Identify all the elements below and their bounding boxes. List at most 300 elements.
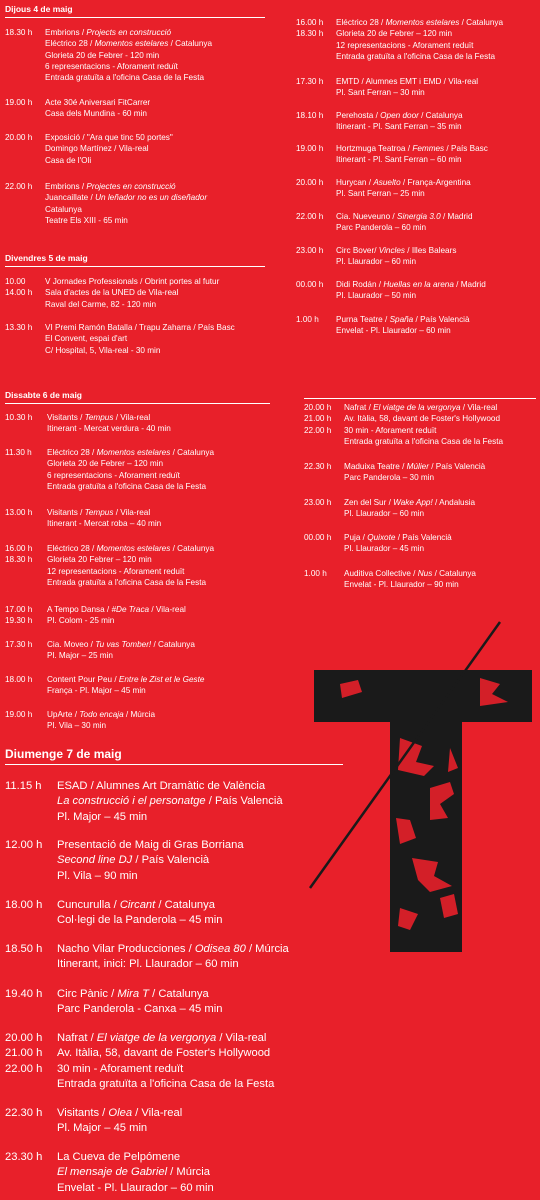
event-time-value: 19.00 h: [5, 98, 33, 107]
event-time-value: 19.00 h: [296, 144, 324, 153]
event-line: [45, 155, 173, 166]
event-text: França - Pl. Major – 45 min: [47, 686, 146, 696]
event-time: [5, 898, 57, 913]
event-time-value: 22.00 h: [5, 1062, 43, 1075]
event-text: Eléctrico 28 /: [47, 448, 97, 457]
event-text: / Vila-real: [113, 413, 151, 422]
event-line: [336, 222, 473, 233]
event-time: [5, 838, 57, 853]
event-title-italic: Entre le Zist et le Geste: [118, 675, 205, 684]
event-time-value: 23.00 h: [296, 246, 324, 255]
event-line: [336, 325, 470, 336]
event-title-italic: #De Traca: [111, 605, 150, 614]
day-heading-friday: Divendres 5 de maig: [5, 253, 265, 267]
event-time: [296, 279, 336, 290]
event: [296, 17, 503, 62]
event-line: [344, 413, 503, 424]
event-text: Pl. Sant Ferran – 25 min: [336, 189, 425, 199]
event-text: Nacho Vilar Producciones /: [57, 943, 195, 955]
event-time: [304, 461, 342, 472]
event-line: [47, 543, 214, 554]
event-title-italic: Vincles: [378, 246, 406, 255]
event-text: Presentació de Maig di Gras Borriana: [57, 839, 244, 851]
event-title-italic: Momentos estelares: [94, 39, 169, 49]
event-line: [47, 447, 214, 458]
event-line: [336, 87, 478, 98]
event-line: [336, 188, 471, 199]
event-line: [45, 97, 150, 108]
event-title-italic: Quixote: [367, 533, 396, 542]
event-time-value: 20.00 h: [5, 1032, 43, 1044]
event: [296, 177, 471, 200]
event: [5, 507, 161, 530]
event-text: Zen del Sur /: [344, 498, 394, 507]
event-text: Parc Panderola – 60 min: [336, 223, 427, 233]
event-time: [5, 447, 45, 458]
event-time-value: 17.30 h: [296, 77, 324, 86]
event-text: / Catalunya: [432, 569, 476, 578]
event-time: [296, 110, 336, 121]
event: [296, 143, 488, 166]
event-line: [344, 436, 503, 447]
event-text: Pl. Llaurador – 60 min: [344, 509, 425, 519]
event: [5, 322, 235, 356]
event-time-value: 1.00 h: [296, 315, 319, 324]
event-time-value: 18.30 h: [5, 28, 33, 37]
event-time-value: 18.50 h: [5, 943, 43, 955]
letter-t-artwork-icon: [300, 618, 540, 956]
event-text: Exposició / "Ara que tinc 50 portes": [45, 133, 173, 142]
event-text: Nafrat /: [57, 1032, 97, 1044]
event-line: [45, 204, 207, 215]
event-time-value: 23.00 h: [304, 498, 332, 507]
event: [5, 987, 222, 1018]
event-text: Itinerant, inici: Pl. Llaurador – 60 min: [57, 958, 239, 971]
event-text: / Catalunya: [459, 18, 504, 27]
event-text: / Andalusia: [432, 498, 476, 507]
event-line: [336, 121, 463, 132]
event-title-italic: Momentos estelares: [96, 448, 171, 457]
event-text: / Vila-real: [132, 1107, 183, 1119]
event-title-italic: Spaña: [389, 315, 414, 324]
event-line: [336, 290, 486, 301]
event-text: V Jornades Professionals / Obrint portes al futur: [45, 277, 220, 286]
event-time: [5, 1150, 57, 1165]
event-line: [57, 1165, 214, 1180]
event-text: Hortzmuga Teatroa /: [336, 144, 413, 153]
event-line: [57, 853, 244, 868]
event-time: [5, 132, 45, 143]
event-line: [57, 794, 283, 809]
event-text: Domingo Martínez / Vila-real: [45, 144, 149, 154]
event-time: [5, 1106, 57, 1121]
event-title-italic: El viatge de la vergonya: [96, 1032, 217, 1044]
event-time-value: 19.40 h: [5, 988, 43, 1000]
event-line: [57, 1062, 274, 1077]
event-time-value: 18.30 h: [5, 555, 33, 565]
event-line: [57, 838, 244, 853]
event: [5, 1031, 274, 1093]
event-text: Glorieta 20 de Febrer - 120 min: [45, 50, 160, 60]
event-text: ESAD / Alumnes Art Dramàtic de València: [57, 780, 266, 792]
event-text: Hurycan /: [336, 178, 374, 187]
event-text: UpArte /: [47, 710, 80, 719]
event-title-italic: Asuelto: [373, 178, 401, 187]
event-text: Circ Bover/: [336, 246, 379, 255]
event-text: / País Valencià: [132, 854, 210, 867]
event-time-value: 10.30 h: [5, 413, 33, 422]
event-line: [45, 287, 219, 298]
event-title-italic: Múlier: [406, 462, 429, 471]
event-line: [344, 497, 475, 508]
event-title-italic: Second line DJ: [57, 854, 133, 867]
event-text: 6 representacions - Aforament reduït: [45, 61, 178, 71]
event-line: [47, 685, 204, 696]
event-time: [5, 27, 45, 38]
event-text: Pl. Llaurador – 45 min: [344, 544, 425, 554]
event-time-value: 10.00: [5, 277, 26, 286]
event-line: [336, 40, 503, 51]
event-time-value: 00.00 h: [304, 533, 332, 542]
event-line: [45, 345, 235, 356]
event-title-italic: Huellas en la arena: [383, 280, 454, 289]
event-line: [344, 543, 452, 554]
event: [296, 211, 473, 234]
event-text: Pl. Colom - 25 min: [47, 616, 115, 626]
event-line: [344, 472, 485, 483]
event-title-italic: Open door: [380, 111, 419, 120]
event-title-italic: La construcció i el personatge: [57, 795, 206, 808]
event-line: [45, 50, 212, 61]
event-text: Entrada gratuïta a l'oficina Casa de la Festa: [336, 51, 496, 61]
event-time: [5, 674, 45, 685]
event-text: Entrada gratuïta a l'oficina Casa de la Festa: [45, 73, 205, 83]
event-time-value: 19.30 h: [5, 616, 33, 626]
event-text: A Tempo Dansa /: [47, 605, 112, 614]
event: [5, 276, 219, 310]
event-text: / Catalunya: [168, 39, 213, 49]
event-text: Glorieta 20 de Febrer – 120 min: [336, 29, 453, 39]
event-time-value: 13.00 h: [5, 508, 33, 517]
event-line: [47, 470, 214, 481]
event-line: [47, 650, 195, 661]
event-line: [47, 577, 214, 588]
event-time: [296, 177, 336, 188]
event-time-value: 22.30 h: [5, 1107, 43, 1119]
event: [5, 412, 171, 435]
event: [5, 639, 195, 662]
event-text: / Madrid: [440, 212, 473, 221]
event-time-value: 19.00 h: [5, 710, 33, 719]
event-text: Pl. Llaurador – 60 min: [336, 257, 417, 267]
event-line: [45, 132, 173, 143]
event: [5, 942, 289, 973]
event-time: [296, 245, 336, 256]
event-text: Entrada gratuïta a l'oficina Casa de la Festa: [47, 577, 207, 587]
event-title-italic: Tempus: [84, 413, 114, 422]
event-time: [5, 181, 45, 192]
event-text: C/ Hospital, 5, Vila-real - 30 min: [45, 345, 161, 355]
event-text: Casa de l'Oli: [45, 155, 92, 165]
event-text: Envelat - Pl. Llaurador – 60 min: [57, 1181, 214, 1194]
event-text: Cuncurulla /: [57, 899, 120, 911]
event-text: Circ Pànic /: [57, 988, 118, 1000]
event-line: [57, 1150, 214, 1165]
event: [304, 568, 476, 591]
event-line: [45, 333, 235, 344]
event-time-value: 17.30 h: [5, 640, 33, 649]
event-text: Juancaillate /: [45, 193, 96, 203]
event-text: VI Premi Ramón Batalla / Trapu Zaharra / País Basc: [45, 323, 235, 332]
event-line: [336, 177, 471, 188]
event-time: [5, 543, 45, 566]
event-time-value: 18.10 h: [296, 111, 324, 120]
event-time-value: 21.00 h: [304, 414, 332, 424]
event-text: Didi Rodán /: [336, 280, 384, 289]
event: [5, 543, 214, 588]
event-time: [5, 97, 45, 108]
event-text: Embrions /: [45, 182, 87, 191]
event-line: [344, 461, 485, 472]
event-time: [296, 76, 336, 87]
event-time-value: 13.30 h: [5, 323, 33, 332]
event-line: [336, 245, 456, 256]
event-line: [47, 518, 161, 529]
event-line: [336, 256, 456, 267]
event-text: Pl. Major – 25 min: [47, 651, 113, 661]
event-time-value: 22.30 h: [304, 462, 332, 471]
event-line: [57, 913, 222, 928]
event-line: [344, 579, 476, 590]
event-line: [344, 532, 452, 543]
event-line: [344, 508, 475, 519]
event: [5, 838, 244, 884]
event-line: [336, 17, 503, 28]
event-time-value: 12.00 h: [5, 839, 43, 851]
event-text: Teatre Els XIII - 65 min: [45, 215, 128, 225]
event-time-value: 22.00 h: [296, 212, 324, 221]
event-text: Col·legi de la Panderola – 45 min: [57, 914, 223, 927]
event-line: [336, 143, 488, 154]
event-text: / França-Argentina: [400, 178, 471, 187]
event-time: [5, 507, 45, 518]
event-line: [344, 425, 503, 436]
event-text: Itinerant - Pl. Sant Ferran – 35 min: [336, 122, 462, 132]
event-text: Parc Panderola - Canxa – 45 min: [57, 1003, 223, 1016]
event-text: 12 representacions - Aforament reduït: [336, 40, 474, 50]
event-text: / País Valencià: [413, 315, 470, 324]
event-text: Acte 30é Aniversari FitCarrer: [45, 98, 151, 107]
event-line: [344, 568, 476, 579]
event-line: [57, 942, 289, 957]
event-time-value: 00.00 h: [296, 280, 324, 289]
event: [5, 1150, 214, 1196]
event-text: / Catalunya: [155, 899, 215, 911]
event-line: [57, 1077, 274, 1092]
event-line: [45, 143, 173, 154]
day-divider-right: [304, 398, 536, 399]
event-text: / Vila-real: [149, 605, 186, 614]
event-line: [45, 38, 212, 49]
event-text: Glorieta 20 de Febrer – 120 min: [47, 459, 164, 469]
event-time: [5, 322, 45, 333]
event: [296, 110, 463, 133]
event-line: [336, 51, 503, 62]
event-line: [47, 604, 186, 615]
event-line: [47, 709, 155, 720]
event-time: [5, 1031, 43, 1077]
event-line: [336, 110, 463, 121]
event-time-value: 17.00 h: [5, 605, 33, 614]
event-text: Itinerant - Mercat roba – 40 min: [47, 519, 162, 529]
event-text: Visitants /: [47, 508, 85, 517]
event: [5, 604, 186, 627]
event: [5, 898, 222, 929]
event-text: / Vila-real: [113, 508, 151, 517]
event: [304, 461, 485, 484]
event-text: / País Basc: [444, 144, 488, 153]
event-line: [45, 61, 212, 72]
event-line: [57, 987, 222, 1002]
event-text: Purna Teatre /: [336, 315, 390, 324]
event-title-italic: Tempus: [84, 508, 114, 517]
event: [304, 402, 503, 447]
event-text: / Vila-real: [216, 1032, 267, 1044]
event-text: Raval del Carme, 82 - 120 min: [45, 299, 157, 309]
event-time-value: 11.30 h: [5, 448, 32, 457]
event-title-italic: Tu vas Tomber!: [95, 640, 152, 649]
event-time-value: 1.00 h: [304, 569, 327, 578]
event-text: Pl. Vila – 30 min: [47, 721, 107, 731]
event-time: [304, 532, 342, 543]
event: [296, 245, 456, 268]
event-text: Pl. Vila – 90 min: [57, 869, 138, 882]
event-title-italic: Femmes: [412, 144, 445, 153]
event-text: Maduixa Teatre /: [344, 462, 407, 471]
event-title-italic: Olea: [108, 1107, 133, 1119]
event-line: [336, 314, 470, 325]
event-time-value: 18.00 h: [5, 675, 33, 684]
event-line: [47, 423, 171, 434]
event-line: [344, 402, 503, 413]
event-time-value: 20.00 h: [304, 403, 332, 412]
day-heading-sunday: Diumenge 7 de maig: [5, 747, 343, 765]
event-text: Pl. Major – 45 min: [57, 1122, 148, 1135]
event-text: 30 min - Aforament reduït: [57, 1062, 184, 1075]
event-text: Itinerant - Pl. Sant Ferran – 60 min: [336, 155, 462, 165]
event-text: / País Valencià: [428, 462, 486, 471]
event-text: Entrada gratuïta a l'oficina Casa de la Festa: [47, 481, 207, 491]
event-text: Itinerant - Mercat verdura - 40 min: [47, 424, 171, 434]
event-time-value: 21.00 h: [5, 1047, 43, 1060]
event-title-italic: Odisea 80: [194, 943, 246, 955]
event-time-value: 11.15 h: [5, 780, 42, 792]
event-line: [45, 27, 212, 38]
event-time: [5, 639, 45, 650]
event-title-italic: Momentos estelares: [385, 18, 460, 27]
event-line: [57, 1046, 274, 1061]
event-text: Sala d'actes de la UNED de Vila-real: [45, 288, 179, 298]
event-time: [304, 497, 342, 508]
event: [5, 97, 150, 120]
event-text: Visitants /: [47, 413, 85, 422]
event-title-italic: Momentos estelares: [96, 544, 171, 553]
event-text: Parc Panderola – 30 min: [344, 473, 435, 483]
event-line: [45, 299, 219, 310]
event-text: Av. Itàlia, 58, davant de Foster's Hollywood: [57, 1047, 271, 1060]
event-line: [57, 779, 283, 794]
event-time-value: 14.00 h: [5, 288, 33, 298]
event-title-italic: Circant: [119, 899, 156, 911]
event-title-italic: Nus: [417, 569, 433, 578]
event: [5, 181, 207, 226]
event-line: [45, 322, 235, 333]
event-time-value: 23.30 h: [5, 1151, 43, 1163]
event-text: Visitants /: [57, 1107, 109, 1119]
event-text: Content Pour Peu /: [47, 675, 119, 684]
event-time-value: 20.00 h: [296, 178, 324, 187]
event-time: [5, 987, 57, 1002]
event-time-value: 22.00 h: [304, 425, 332, 435]
event-time: [296, 314, 336, 325]
event: [5, 674, 204, 697]
event-time: [304, 402, 342, 436]
event-line: [45, 108, 150, 119]
event: [5, 709, 155, 732]
event-line: [57, 1106, 182, 1121]
event: [296, 314, 470, 337]
event-time-value: 22.00 h: [5, 182, 33, 191]
event-text: Eléctrico 28 /: [45, 39, 95, 49]
event-text: / Múrcia: [245, 943, 289, 955]
event-text: Entrada gratuïta a l'oficina Casa de la Festa: [344, 436, 504, 446]
event-text: / Múrcia: [167, 1166, 210, 1179]
event-text: Perehosta /: [336, 111, 381, 120]
event-time-value: 20.00 h: [5, 133, 33, 142]
event-line: [57, 810, 283, 825]
event-time-value: 18.30 h: [296, 29, 324, 39]
event-title-italic: Projects en construcció: [86, 28, 172, 37]
event-text: Envelat - Pl. Llaurador – 60 min: [336, 326, 451, 336]
event-title-italic: Projectes en construcció: [86, 182, 176, 191]
event-text: Pl. Major – 45 min: [57, 810, 148, 823]
event-line: [45, 215, 207, 226]
event-line: [57, 1181, 214, 1196]
event-text: / Illes Balears: [405, 246, 457, 255]
event-title-italic: Un leñador no es un diseñador: [95, 193, 208, 203]
event-line: [336, 76, 478, 87]
event-text: 12 representacions - Aforament reduït: [47, 566, 185, 576]
event-text: / País Valencià: [205, 795, 283, 808]
event: [5, 779, 283, 825]
event-text: 30 min - Aforament reduït: [344, 425, 437, 435]
event-text: Nafrat /: [344, 403, 374, 412]
event-text: Av. Itàlia, 58, davant de Foster's Hollywood: [344, 414, 500, 424]
event-text: Entrada gratuïta a l'oficina Casa de la Festa: [57, 1078, 275, 1091]
event: [296, 279, 486, 302]
event: [5, 1106, 182, 1137]
event: [304, 532, 452, 555]
event-line: [47, 615, 186, 626]
event-text: / Catalunya: [149, 988, 209, 1000]
event-time: [296, 143, 336, 154]
event-text: Catalunya: [45, 204, 82, 214]
event-title-italic: Sinergia 3.0: [397, 212, 441, 221]
event-text: Envelat - Pl. Llaurador – 90 min: [344, 580, 459, 590]
event-line: [45, 72, 212, 83]
event-text: El Convent, espai d'art: [45, 334, 128, 344]
event-time: [5, 604, 45, 627]
